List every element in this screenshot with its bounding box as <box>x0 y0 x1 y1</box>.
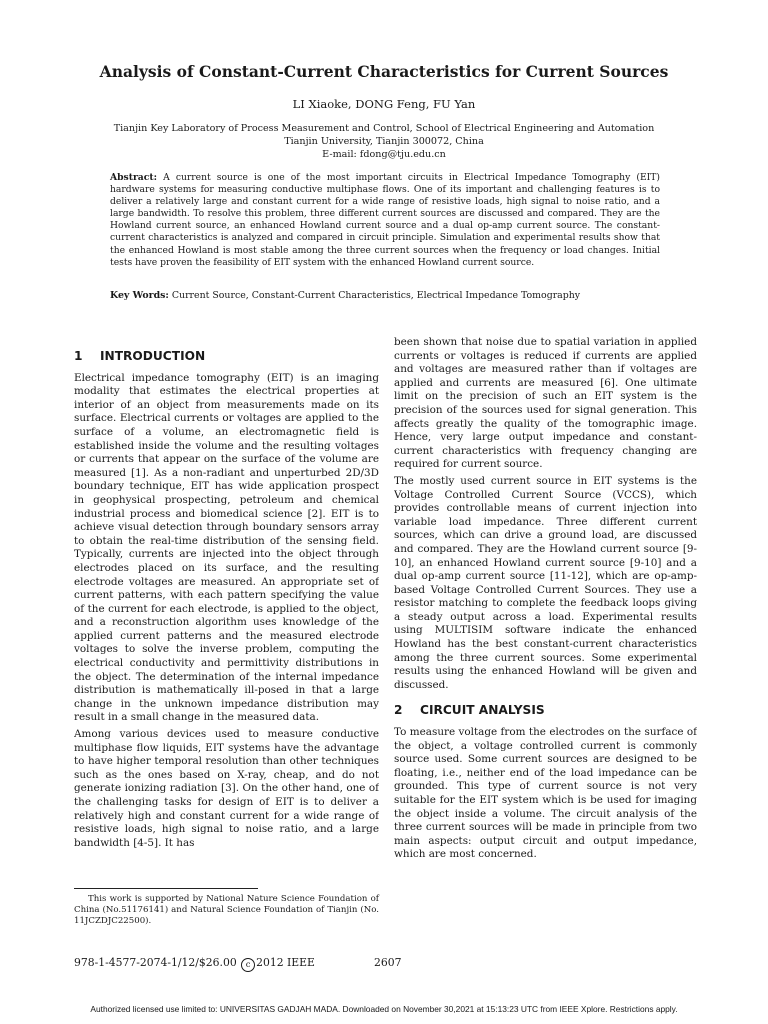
page-number: 2607 <box>374 956 402 969</box>
paper-title: Analysis of Constant-Current Characteristics for Current Sources <box>99 62 669 81</box>
section-title: CIRCUIT ANALYSIS <box>420 703 545 718</box>
abstract <box>110 172 660 269</box>
section-title: INTRODUCTION <box>100 349 206 363</box>
isbn-suffix: 2012 IEEE <box>256 956 315 969</box>
affiliation-block <box>0 122 768 161</box>
paragraph: Electrical impedance tomography (EIT) is an imaging modality that estimates the electrical properties at interior of an object from measurements made on its surface. Electrical currents or voltages are applied to the surface of a volume, an electromagnetic field is established inside the volume and the resulting voltages or currents that appear on the surface of the volume are measured [1]. As a non-radiant and unperturbed 2D/3D boundary technique, EIT has wide application prospect in geophysical prospecting, petroleum and chemical industrial process and biomedical science [2]. EIT is to achieve visual detection through boundary sensors array to obtain the real-time distribution of the sensing field. Typically, currents are injected into the object through electrodes placed on its surface, and the resulting electrode voltages are measured. An appropriate set of current patterns, with each pattern specifying the value of the current for each electrode, is applied to the object, and a reconstruction algorithm uses knowledge of the applied current patterns and the measured electrode voltages to solve the inverse problem, computing the electrical conductivity and permittivity distributions in the object. The determination of the internal impedance distribution is mathematically ill-posed in that a large change in the unknown impedance distribution may result in a small change in the measured data. <box>74 371 379 724</box>
footnote-divider <box>74 888 258 889</box>
license-notice: Authorized licensed use limited to: UNIVERSITAS GADJAH MADA. Downloaded on November 30,2021 at 15:13:23 UTC from IEEE Xplore. Restrictions apply. <box>90 1004 678 1014</box>
paragraph: been shown that noise due to spatial variation in applied currents or voltages is reduced if currents are applied and voltages are measured rather than if voltages are applied and currents are measured [6]. One ultimate limit on the precision of such an EIT system is the precision of the sources used for signal generation. This affects greatly the quality of the tomographic image. Hence, very large output impedance and constant-current characteristics with frequency changing are required for current source. <box>394 336 697 471</box>
section-number: 2 <box>394 703 403 718</box>
keywords <box>110 290 660 302</box>
paragraph: To measure voltage from the electrodes on the surface of the object, a voltage controlled current is commonly source used. Some current sources are designed to be floating, i.e., neither end of the load impedance can be grounded. This type of current source is not very suitable for the EIT system which is be used for imaging the object inside a volume. The circuit analysis of the three current sources will be made in principle from two main aspects: output circuit and output impedance, which are most concerned. <box>394 726 697 861</box>
keywords-text: Current Source, Constant-Current Characteristics, Electrical Impedance Tomography <box>171 290 581 301</box>
keywords-label: Key Words: <box>110 290 169 301</box>
section-heading-circuit-analysis <box>394 704 697 718</box>
author-list: LI Xiaoke, DONG Feng, FU Yan <box>292 97 476 111</box>
paragraph: The mostly used current source in EIT systems is the Voltage Controlled Current Source (VCCS), which provides controllable means of current injection into variable load impedance. Three different current sources, which can drive a ground load, are discussed and compared. They are the Howland current source [9-10], an enhanced Howland current source [9-10] and a dual op-amp current source [11-12], which are op-amp-based Voltage Controlled Current Sources. They use a resistor matching to complete the feedback loops giving a steady output across a load. Experimental results using MULTISIM software indicate the enhanced Howland has the best constant-current characteristics among the three current sources. Some experimental results using the enhanced Howland will be given and discussed. <box>394 474 697 691</box>
abstract-label: Abstract: <box>110 172 157 183</box>
author-email: E-mail: fdong@tju.edu.cn <box>322 149 446 160</box>
abstract-text: A current source is one of the most important circuits in Electrical Impedance Tomography (EIT) hardware systems for measuring conductive multiphase flows. One of its important and challenging features is to deliver a relatively large and constant current for a wide range of resistive loads, high signal to noise ratio, and a large bandwidth. To resolve this problem, three different current sources are discussed and compared. They are the Howland current source, an enhanced Howland current source and a dual op-amp current source. The constant-current characteristics is analyzed and compared in circuit principle. Simulation and experimental results show that the enhanced Howland is most stable among the three current sources when the frequency or load changes. Initial tests have proven the feasibility of EIT system with the enhanced Howland current source. <box>110 172 660 268</box>
right-column <box>394 336 697 886</box>
isbn-prefix: 978-1-4577-2074-1/12/$26.00 <box>74 956 237 969</box>
affiliation-line: Tianjin University, Tianjin 300072, China <box>284 136 484 147</box>
left-column <box>74 348 379 873</box>
section-heading-introduction <box>74 350 379 364</box>
paragraph: Among various devices used to measure conductive multiphase flow liquids, EIT systems have the advantage to have higher temporal resolution than other techniques such as the ones based on X-ray, cheap, and do not generate ionizing radiation [3]. On the other hand, one of the challenging tasks for design of EIT is to deliver a relatively high and constant current for a wide range of resistive loads, high signal to noise ratio, and a large bandwidth [4-5]. It has <box>74 728 379 849</box>
footnote: This work is supported by National Nature Science Foundation of China (No.51176141) and Natural Science Foundation of Tianjin (No. 11JCZDJC22500). <box>74 894 379 927</box>
copyright-icon: c <box>241 958 255 972</box>
affiliation-line: Tianjin Key Laboratory of Process Measurement and Control, School of Electrical Engineering and Automation <box>113 123 655 134</box>
section-number: 1 <box>74 349 83 363</box>
isbn-line <box>74 956 315 972</box>
